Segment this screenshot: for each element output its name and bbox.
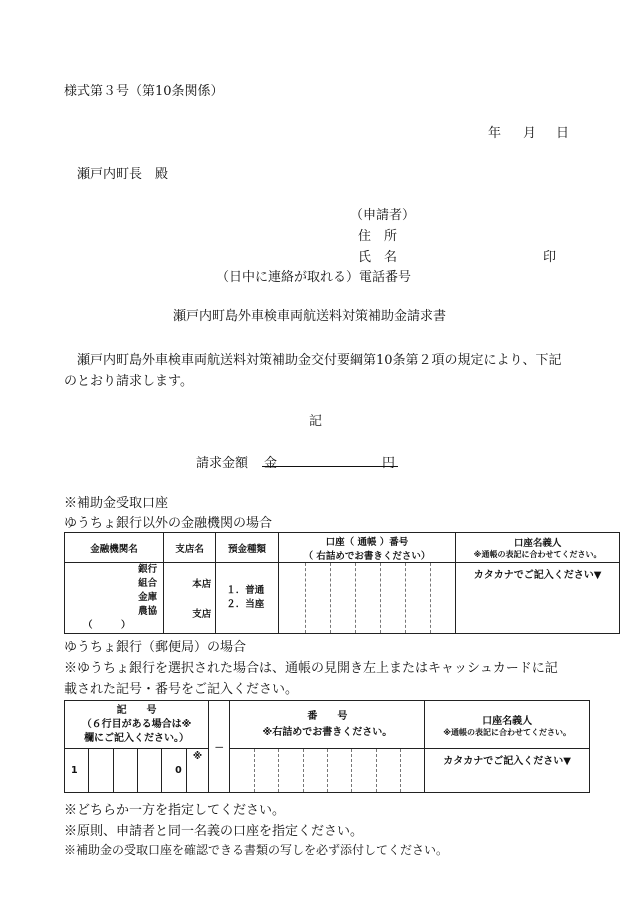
asterisk-mark: ※ <box>192 751 203 762</box>
bank-table <box>64 532 620 634</box>
body-text-line2: のとおり請求します。 <box>64 374 193 389</box>
branch-type: 本店 <box>192 579 212 590</box>
institution-type: 農協 <box>138 606 158 617</box>
header-holder-line1: 口座名義人 <box>513 538 562 549</box>
bank-section-subheading: ゆうちょ銀行以外の金融機関の場合 <box>64 516 273 531</box>
holder-note: カタカナでご記入ください▼ <box>473 570 602 581</box>
account-digit-cell[interactable] <box>381 563 406 634</box>
number-digit-cell[interactable] <box>303 749 327 793</box>
header-institution: 金融機関名 <box>65 533 164 563</box>
header-yucho-holder <box>425 701 590 749</box>
account-digit-cell[interactable] <box>305 563 330 634</box>
holder-cell[interactable] <box>456 563 620 634</box>
applicant-heading: （申請者） <box>350 208 416 223</box>
amount-prefix: 金 <box>264 456 278 471</box>
institution-type-other: （ ） <box>83 620 131 631</box>
header-holder <box>456 533 620 563</box>
footnote: ※補助金の受取口座を確認できる書類の写しを必ず添付してください。 <box>64 843 449 857</box>
header-number-line1: 番 号 <box>307 710 348 722</box>
symbol-digit-cell[interactable] <box>162 749 186 793</box>
symbol-digit-cell[interactable] <box>65 749 89 793</box>
footnote: ※どちらか一方を指定してください。 <box>64 803 286 818</box>
dash-cell <box>209 701 230 793</box>
header-deposit-type: 預金種類 <box>216 533 279 563</box>
bank-section-heading: ※補助金受取口座 <box>64 496 169 511</box>
date-year: 年 <box>488 126 502 141</box>
symbol-asterisk-cell[interactable] <box>186 749 208 793</box>
header-account-number <box>278 533 455 563</box>
institution-type: 組合 <box>138 578 158 589</box>
applicant-name-label: 氏 名 <box>358 250 398 265</box>
symbol-last-digit: 0 <box>175 765 182 776</box>
symbol-digit-cell[interactable] <box>138 749 162 793</box>
header-branch: 支店名 <box>164 533 216 563</box>
yucho-heading: ゆうちょ銀行（郵便局）の場合 <box>64 640 247 655</box>
institution-type: 金庫 <box>138 592 158 603</box>
branch-cell[interactable] <box>164 563 216 634</box>
symbol-digit-cell[interactable] <box>89 749 113 793</box>
number-digit-cell[interactable] <box>327 749 351 793</box>
account-digit-cell[interactable] <box>431 563 456 634</box>
header-yucho-holder-line2: ※通帳の表記に合わせてください。 <box>443 727 572 737</box>
account-digit-cell[interactable] <box>356 563 381 634</box>
yucho-holder-note: カタカナでご記入ください▼ <box>443 756 571 767</box>
institution-type: 銀行 <box>138 564 158 575</box>
number-digit-cell[interactable] <box>279 749 303 793</box>
yucho-note-line2: 載された記号・番号をご記入ください。 <box>64 682 299 697</box>
yucho-note-line1: ※ゆうちょ銀行を選択された場合は、通帳の見開き左上またはキャッシュカードに記 <box>64 661 558 676</box>
seal-mark: 印 <box>543 250 557 265</box>
header-yucho-holder-line1: 口座名義人 <box>482 715 533 727</box>
dash-separator: － <box>214 742 225 754</box>
deposit-type: ２．当座 <box>226 599 265 610</box>
account-digit-cell[interactable] <box>330 563 355 634</box>
number-digit-cell[interactable] <box>400 749 424 793</box>
yucho-holder-cell[interactable] <box>425 749 590 793</box>
header-account-line1: 口座（ 通帳 ）番号 <box>325 536 409 548</box>
institution-cell[interactable] <box>65 563 164 634</box>
account-digit-cell[interactable] <box>406 563 431 634</box>
body-text-line1: 瀬戸内町島外車検車両航送料対策補助金交付要綱第10条第２項の規定により、下記 <box>77 353 562 368</box>
applicant-address-label: 住 所 <box>358 229 398 244</box>
header-number-line2: ※右詰めでお書きください。 <box>262 726 393 738</box>
yucho-table <box>64 700 590 793</box>
header-symbol-line1: 記 号 <box>116 704 157 716</box>
deposit-type: １．普通 <box>226 585 265 596</box>
deposit-type-cell[interactable] <box>216 563 279 634</box>
number-digit-cell[interactable] <box>254 749 278 793</box>
branch-type: 支店 <box>192 609 212 620</box>
amount-label: 請求金額 <box>196 456 249 471</box>
footnote: ※原則、申請者と同一名義の口座を指定ください。 <box>64 824 364 839</box>
ki-heading: 記 <box>309 414 323 429</box>
document-title: 瀬戸内町島外車検車両航送料対策補助金請求書 <box>173 309 447 324</box>
header-holder-line2: ※通帳の表記に合わせてください。 <box>473 550 602 559</box>
date-month: 月 <box>523 126 537 141</box>
applicant-phone-label: （日中に連絡が取れる）電話番号 <box>216 270 412 285</box>
number-digit-cell[interactable] <box>230 749 254 793</box>
number-digit-cell[interactable] <box>376 749 400 793</box>
header-symbol <box>65 701 209 749</box>
number-digit-cell[interactable] <box>352 749 376 793</box>
account-digit-cell[interactable] <box>278 563 305 634</box>
amount-suffix: 円 <box>382 456 396 471</box>
date-day: 日 <box>556 126 570 141</box>
header-number <box>230 701 425 749</box>
header-account-line2: （ 右詰めでお書きください） <box>303 550 431 562</box>
symbol-digit-cell[interactable] <box>113 749 137 793</box>
amount-underline <box>262 466 398 467</box>
symbol-first-digit: 1 <box>71 765 78 776</box>
header-symbol-line2: （６行目がある場合は※ <box>81 718 192 730</box>
addressee: 瀬戸内町長 殿 <box>77 167 169 182</box>
header-symbol-line3: 欄にご記入ください。） <box>84 732 190 744</box>
form-number: 様式第３号（第10条関係） <box>64 84 224 99</box>
